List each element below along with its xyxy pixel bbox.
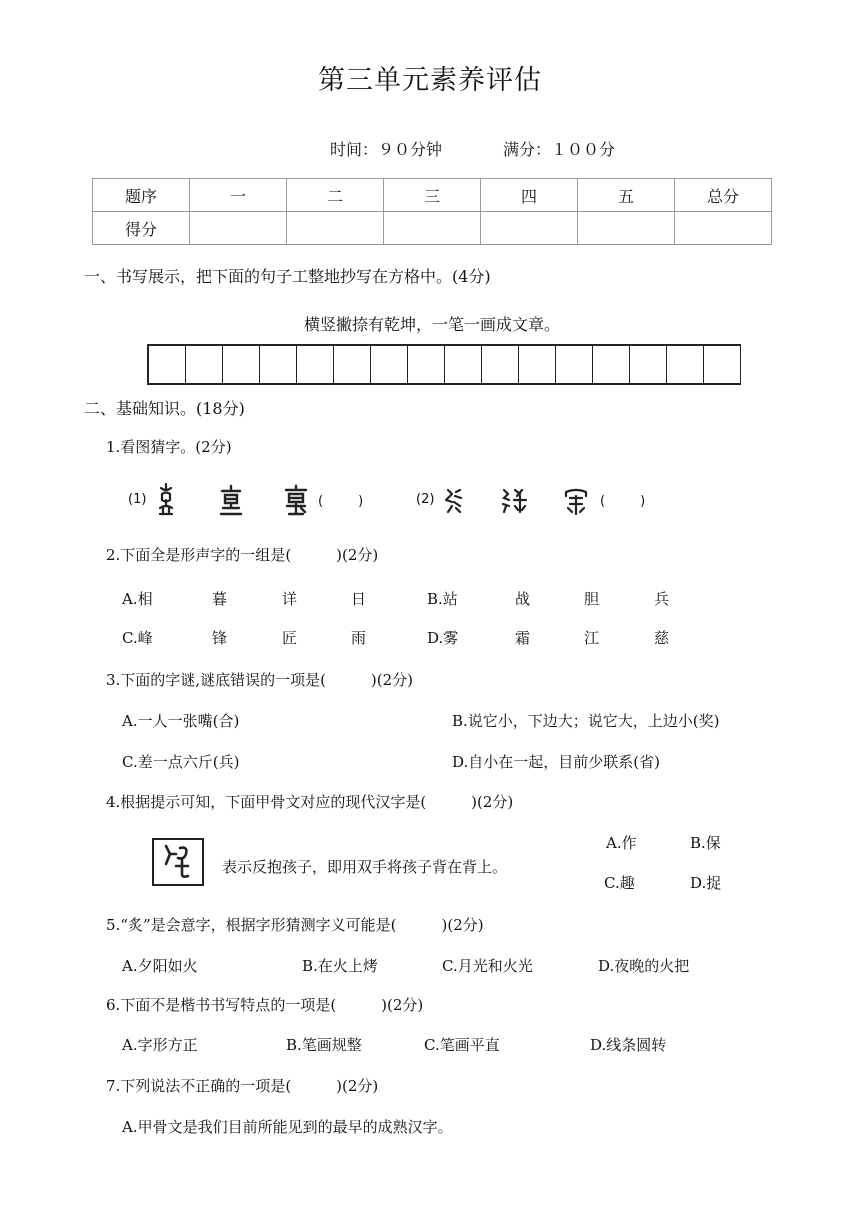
q4-option-a[interactable]: A.作	[606, 834, 637, 852]
q2-char: 慈	[654, 629, 670, 647]
full-score: 满分：１００分	[503, 140, 616, 159]
ancient-glyph-icon	[218, 484, 244, 516]
score-row-label: 得分	[93, 212, 190, 245]
q6-option-b[interactable]: B.笔画规整	[286, 1036, 362, 1054]
q2-option-d[interactable]: D.雾	[427, 629, 459, 647]
score-cell[interactable]	[384, 212, 481, 245]
q4-option-d[interactable]: D.捉	[690, 874, 722, 892]
q2-char: 日	[351, 590, 367, 608]
q2-char: 锋	[212, 629, 228, 647]
grid-cell[interactable]	[371, 346, 408, 383]
score-cell[interactable]	[578, 212, 675, 245]
q2-char: 兵	[654, 590, 670, 608]
q3-option-a[interactable]: A.一人一张嘴(合)	[122, 712, 240, 730]
ancient-glyph-icon	[154, 482, 178, 518]
grid-cell[interactable]	[445, 346, 482, 383]
q7-option-a[interactable]: A.甲骨文是我们目前所能见到的最早的成熟汉字。	[122, 1118, 453, 1136]
score-cell[interactable]	[287, 212, 384, 245]
q7-text: 7.下列说法不正确的一项是( )(2分)	[106, 1077, 379, 1095]
q1-text: 1.看图猜字。(2分)	[106, 438, 232, 456]
grid-cell[interactable]	[149, 346, 186, 383]
section1-heading: 一、书写展示，把下面的句子工整地抄写在方格中。(4分)	[84, 267, 491, 286]
score-cell[interactable]	[190, 212, 287, 245]
grid-cell[interactable]	[482, 346, 519, 383]
q2-char: 胆	[584, 590, 600, 608]
q2-char: 暮	[212, 590, 228, 608]
grid-cell[interactable]	[519, 346, 556, 383]
oracle-bone-glyph-icon	[154, 840, 202, 884]
q2-option-a[interactable]: A.相	[122, 590, 153, 608]
q3-option-c[interactable]: C.差一点六斤(兵)	[122, 753, 240, 771]
q5-text: 5.“炙”是会意字，根据字形猜测字义可能是( )(2分)	[106, 916, 484, 934]
q2-option-c[interactable]: C.峰	[122, 629, 153, 647]
score-header-cell: 二	[287, 179, 384, 212]
q1-group1-label: (1)	[128, 492, 147, 507]
ancient-glyph-icon	[442, 486, 464, 516]
grid-cell[interactable]	[630, 346, 667, 383]
q2-char: 雨	[351, 629, 367, 647]
score-cell[interactable]	[675, 212, 772, 245]
score-header-cell: 四	[481, 179, 578, 212]
grid-cell[interactable]	[260, 346, 297, 383]
q5-option-a[interactable]: A.夕阳如火	[122, 957, 198, 975]
grid-cell[interactable]	[297, 346, 334, 383]
q2-char: 匠	[282, 629, 298, 647]
score-cell[interactable]	[481, 212, 578, 245]
q2-option-b[interactable]: B.站	[427, 590, 458, 608]
q2-char: 战	[515, 590, 531, 608]
score-header-cell: 题序	[93, 179, 190, 212]
q5-option-c[interactable]: C.月光和火光	[442, 957, 533, 975]
q2-char: 江	[584, 629, 600, 647]
oracle-bone-image	[152, 838, 204, 886]
score-header-cell: 三	[384, 179, 481, 212]
q4-option-c[interactable]: C.趣	[604, 874, 635, 892]
score-table-header-row	[93, 179, 772, 212]
q6-option-a[interactable]: A.字形方正	[122, 1036, 198, 1054]
grid-cell[interactable]	[593, 346, 630, 383]
grid-cell[interactable]	[667, 346, 704, 383]
grid-cell[interactable]	[556, 346, 593, 383]
ancient-glyph-icon	[500, 486, 528, 516]
q4-text: 4.根据提示可知，下面甲骨文对应的现代汉字是( )(2分)	[106, 793, 514, 811]
score-header-cell: 总分	[675, 179, 772, 212]
ancient-glyph-icon	[562, 486, 590, 516]
section2-heading: 二、基础知识。(18分)	[84, 399, 245, 418]
time-limit: 时间：９０分钟	[330, 140, 443, 159]
grid-cell[interactable]	[334, 346, 371, 383]
score-table	[92, 178, 772, 245]
q4-option-b[interactable]: B.保	[690, 834, 721, 852]
q3-option-d[interactable]: D.自小在一起，目前少联系(省)	[452, 753, 660, 771]
grid-cell[interactable]	[223, 346, 260, 383]
score-header-cell: 一	[190, 179, 287, 212]
q3-option-b[interactable]: B.说它小，下边大；说它大，上边小(奖)	[452, 712, 720, 730]
grid-cell[interactable]	[186, 346, 223, 383]
copy-sentence: 横竖撇捺有乾坤，一笔一画成文章。	[304, 315, 561, 334]
grid-cell[interactable]	[704, 346, 741, 383]
q2-text: 2.下面全是形声字的一组是( )(2分)	[106, 546, 379, 564]
q6-option-d[interactable]: D.线条圆转	[590, 1036, 667, 1054]
score-table-score-row	[93, 212, 772, 245]
q1-answer-paren-1[interactable]: ( )	[318, 494, 367, 509]
page-title: 第三单元素养评估	[318, 65, 542, 96]
q1-group2-label: (2)	[416, 492, 435, 507]
q6-option-c[interactable]: C.笔画平直	[424, 1036, 500, 1054]
q5-option-d[interactable]: D.夜晚的火把	[598, 957, 690, 975]
q2-char: 霜	[515, 629, 531, 647]
q6-text: 6.下面不是楷书书写特点的一项是( )(2分)	[106, 996, 424, 1014]
q3-text: 3.下面的字谜,谜底错误的一项是( )(2分)	[106, 671, 414, 689]
grid-cell[interactable]	[408, 346, 445, 383]
score-header-cell: 五	[578, 179, 675, 212]
q5-option-b[interactable]: B.在火上烤	[302, 957, 378, 975]
q1-answer-paren-2[interactable]: ( )	[600, 494, 649, 509]
writing-grid[interactable]	[147, 344, 741, 385]
ancient-glyph-icon	[283, 484, 309, 516]
q2-char: 详	[282, 590, 298, 608]
q4-hint: 表示反抱孩子，即用双手将孩子背在背上。	[222, 858, 508, 876]
